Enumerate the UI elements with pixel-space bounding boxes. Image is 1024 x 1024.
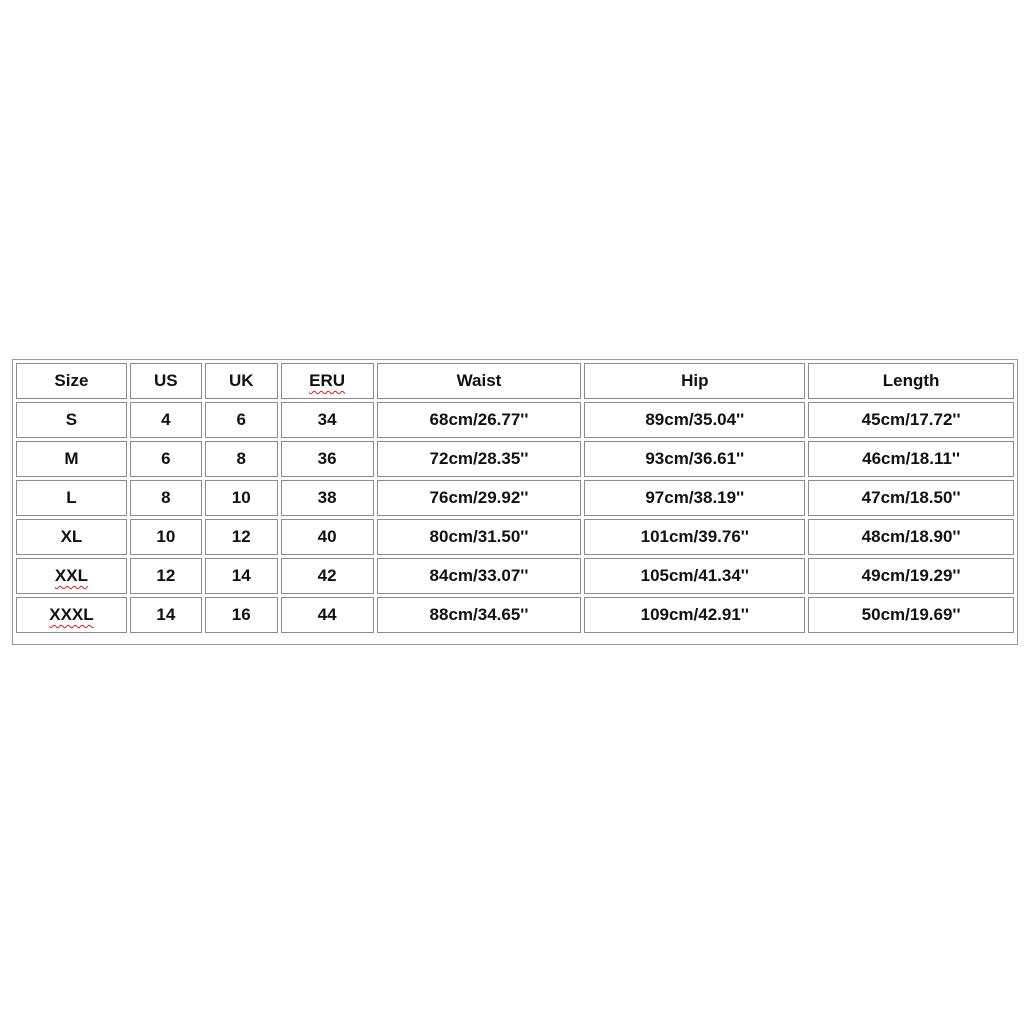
cell-uk: 8 bbox=[205, 441, 278, 477]
cell-eru: 44 bbox=[281, 597, 374, 633]
cell-length: 49cm/19.29'' bbox=[808, 558, 1014, 594]
cell-us: 4 bbox=[130, 402, 202, 438]
cell-us: 12 bbox=[130, 558, 202, 594]
cell-eru: 36 bbox=[281, 441, 374, 477]
cell-hip: 93cm/36.61'' bbox=[584, 441, 805, 477]
cell-hip: 97cm/38.19'' bbox=[584, 480, 805, 516]
cell-length: 48cm/18.90'' bbox=[808, 519, 1014, 555]
cell-uk: 10 bbox=[205, 480, 278, 516]
header-hip: Hip bbox=[584, 363, 805, 399]
cell-length: 50cm/19.69'' bbox=[808, 597, 1014, 633]
cell-length: 47cm/18.50'' bbox=[808, 480, 1014, 516]
cell-length: 46cm/18.11'' bbox=[808, 441, 1014, 477]
cell-waist: 88cm/34.65'' bbox=[377, 597, 582, 633]
cell-size: M bbox=[16, 441, 127, 477]
header-size: Size bbox=[16, 363, 127, 399]
cell-waist: 84cm/33.07'' bbox=[377, 558, 582, 594]
table-row bbox=[16, 480, 1014, 516]
cell-eru: 42 bbox=[281, 558, 374, 594]
size-table bbox=[13, 360, 1017, 636]
table-row bbox=[16, 558, 1014, 594]
cell-eru: 40 bbox=[281, 519, 374, 555]
size-chart bbox=[12, 359, 1018, 645]
cell-hip: 89cm/35.04'' bbox=[584, 402, 805, 438]
cell-size-label: XXXL bbox=[49, 605, 94, 624]
table-row bbox=[16, 597, 1014, 633]
cell-waist: 68cm/26.77'' bbox=[377, 402, 582, 438]
cell-eru: 34 bbox=[281, 402, 374, 438]
header-length: Length bbox=[808, 363, 1014, 399]
table-row bbox=[16, 402, 1014, 438]
cell-uk: 14 bbox=[205, 558, 278, 594]
cell-us: 14 bbox=[130, 597, 202, 633]
cell-length: 45cm/17.72'' bbox=[808, 402, 1014, 438]
cell-size: L bbox=[16, 480, 127, 516]
cell-size: XL bbox=[16, 519, 127, 555]
header-waist: Waist bbox=[377, 363, 582, 399]
cell-uk: 12 bbox=[205, 519, 278, 555]
table-row bbox=[16, 519, 1014, 555]
cell-waist: 72cm/28.35'' bbox=[377, 441, 582, 477]
cell-hip: 105cm/41.34'' bbox=[584, 558, 805, 594]
cell-size: S bbox=[16, 402, 127, 438]
header-row bbox=[16, 363, 1014, 399]
cell-eru: 38 bbox=[281, 480, 374, 516]
cell-us: 10 bbox=[130, 519, 202, 555]
cell-size bbox=[16, 558, 127, 594]
cell-us: 6 bbox=[130, 441, 202, 477]
header-us: US bbox=[130, 363, 202, 399]
cell-size-label: XXL bbox=[54, 566, 88, 585]
cell-uk: 16 bbox=[205, 597, 278, 633]
header-eru bbox=[281, 363, 374, 399]
cell-us: 8 bbox=[130, 480, 202, 516]
header-uk: UK bbox=[205, 363, 278, 399]
cell-size bbox=[16, 597, 127, 633]
cell-hip: 101cm/39.76'' bbox=[584, 519, 805, 555]
cell-waist: 76cm/29.92'' bbox=[377, 480, 582, 516]
header-eru-label: ERU bbox=[309, 371, 346, 390]
cell-hip: 109cm/42.91'' bbox=[584, 597, 805, 633]
cell-waist: 80cm/31.50'' bbox=[377, 519, 582, 555]
table-row bbox=[16, 441, 1014, 477]
cell-uk: 6 bbox=[205, 402, 278, 438]
